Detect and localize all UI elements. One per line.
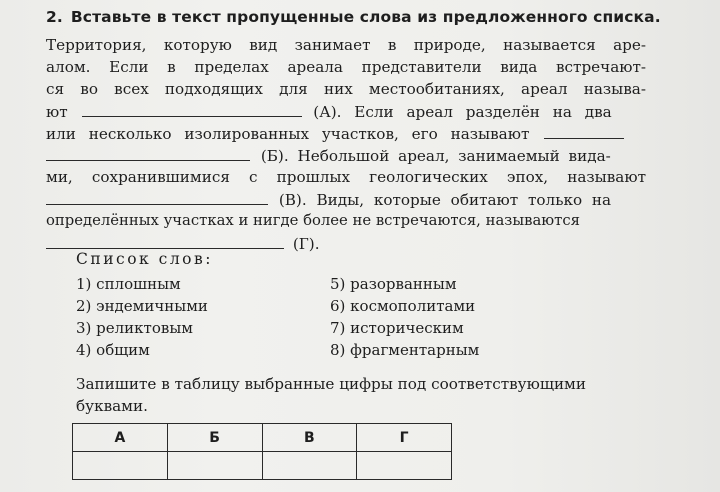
text-line-8-text: (В). Виды, которые обитают только на bbox=[278, 191, 612, 209]
answer-cell-b[interactable] bbox=[167, 452, 262, 480]
instruction-text: Запишите в таблицу выбранные цифры под соответствующими буквами. bbox=[76, 375, 586, 415]
text-line-5-text: или несколько изолированных участков, его называют bbox=[46, 125, 530, 143]
word-option-7: 7) историческим bbox=[330, 319, 464, 337]
word-option-5: 5) разорванным bbox=[330, 275, 457, 293]
text-line-5 bbox=[46, 122, 646, 144]
text-line-9: определённых участках и нигде более не встречаются, называются bbox=[46, 212, 580, 229]
answer-table bbox=[72, 423, 452, 480]
answer-header-a: А bbox=[73, 424, 168, 452]
word-option-8: 8) фрагментарным bbox=[330, 341, 480, 359]
blank-v bbox=[46, 188, 268, 205]
text-line-8 bbox=[46, 188, 646, 210]
answer-table-header-row bbox=[73, 424, 452, 452]
answer-cell-a[interactable] bbox=[73, 452, 168, 480]
task-number: 2. bbox=[46, 8, 63, 26]
answer-table-input-row bbox=[73, 452, 452, 480]
word-list-title: Список слов: bbox=[76, 250, 213, 268]
blank-g bbox=[46, 232, 284, 249]
answer-header-g: Г bbox=[357, 424, 452, 452]
text-line-4-rest: (А). Если ареал разделён на два bbox=[313, 103, 612, 121]
word-option-2: 2) эндемичными bbox=[76, 297, 208, 315]
text-line-6 bbox=[46, 144, 646, 166]
text-line-2: алом. Если в пределах ареала представители вида встречают- bbox=[46, 58, 646, 76]
word-option-3: 3) реликтовым bbox=[76, 319, 193, 337]
word-option-6: 6) космополитами bbox=[330, 297, 476, 315]
word-list-right-column bbox=[330, 273, 479, 361]
text-line-4-prefix: ют bbox=[46, 103, 68, 121]
blank-b-start bbox=[544, 122, 624, 139]
task-title-text: Вставьте в текст пропущенные слова из предложенного списка. bbox=[70, 8, 661, 26]
text-line-1: Территория, которую вид занимает в природе, называется аре- bbox=[46, 36, 646, 54]
answer-header-b: Б bbox=[167, 424, 262, 452]
text-line-7: ми, сохранившимися с прошлых геологических эпох, называют bbox=[46, 168, 646, 186]
answer-header-v: В bbox=[262, 424, 357, 452]
text-line-10-text: (Г). bbox=[292, 235, 320, 253]
word-list-left-column bbox=[76, 273, 208, 361]
word-option-4: 4) общим bbox=[76, 341, 150, 359]
answer-cell-g[interactable] bbox=[357, 452, 452, 480]
text-line-6-text: (Б). Небольшой ареал, занимаемый вида- bbox=[260, 147, 611, 165]
task-heading bbox=[46, 8, 661, 26]
word-option-1: 1) сплошным bbox=[76, 275, 181, 293]
text-line-3: ся во всех подходящих для них местообитаниях, ареал называ- bbox=[46, 80, 646, 98]
text-line-4 bbox=[46, 100, 646, 122]
blank-a bbox=[82, 100, 302, 117]
answer-cell-v[interactable] bbox=[262, 452, 357, 480]
blank-b bbox=[46, 144, 250, 161]
